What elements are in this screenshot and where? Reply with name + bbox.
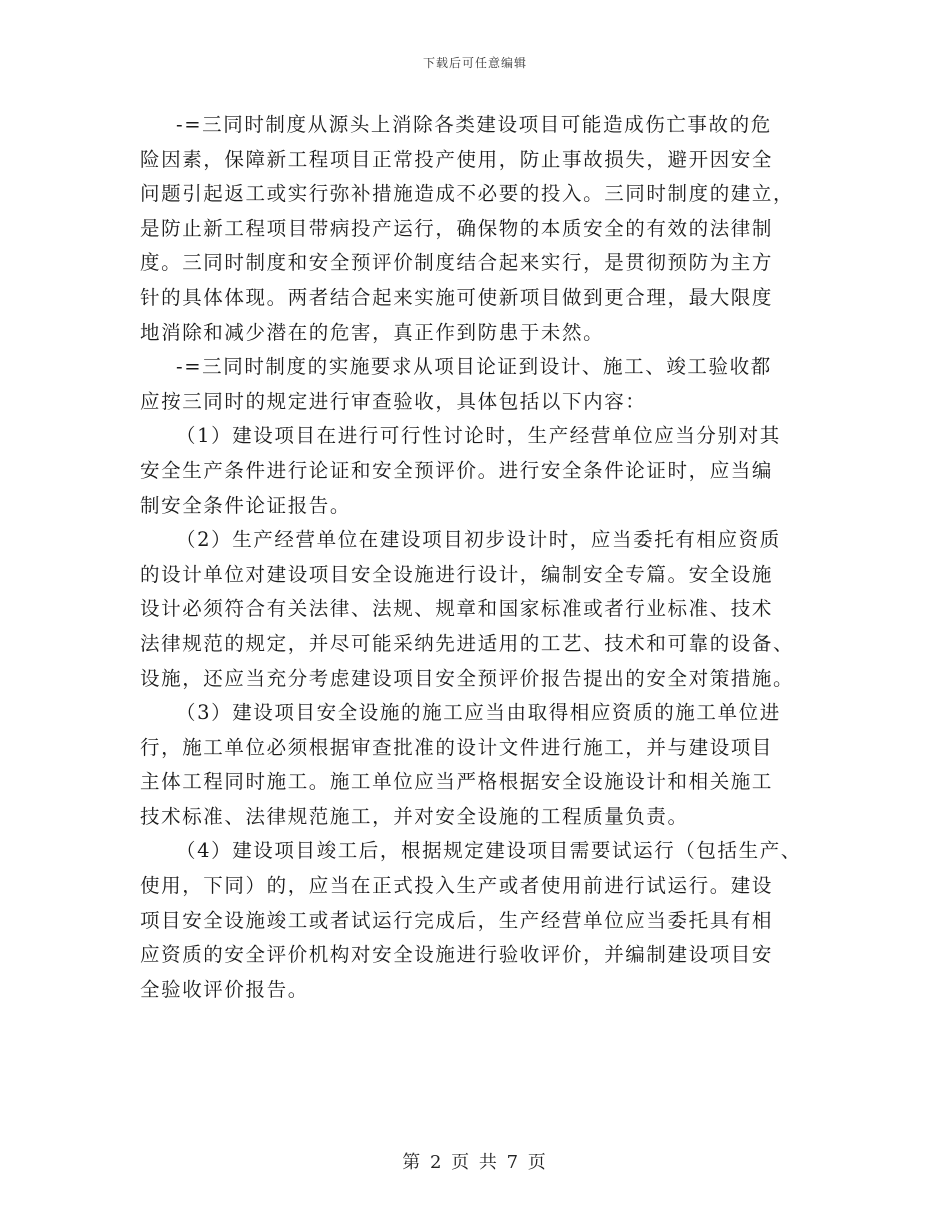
text-line: （3）建设项目安全设施的施工应当由取得相应资质的施工单位进 [176, 701, 781, 725]
text-line: 险因素，保障新工程项目正常投产使用，防止事故损失，避开因安全 [140, 147, 774, 171]
text-line: 制安全条件论证报告。 [140, 493, 352, 517]
text-line: 全验收评价报告。 [140, 977, 309, 1001]
text-line: 度。三同时制度和安全预评价制度结合起来实行，是贯彻预防为主方 [140, 251, 774, 275]
text-line: 项目安全设施竣工或者试运行完成后，生产经营单位应当委托具有相 [140, 908, 774, 932]
header-note: 下载后可任意编辑 [422, 56, 527, 70]
document-body [140, 108, 812, 1007]
page-number: 第 2 页 共 7 页 [402, 1152, 548, 1173]
text-line: 设计必须符合有关法律、法规、规章和国家标准或者行业标准、技术 [140, 597, 774, 621]
text-line: 使用，下同）的，应当在正式投入生产或者使用前进行试运行。建设 [140, 874, 774, 898]
text-line: （1）建设项目在进行可行性讨论时，生产经营单位应当分别对其 [176, 424, 781, 448]
text-line: 针的具体体现。两者结合起来实施可使新项目做到更合理，最大限度 [140, 285, 774, 309]
text-line: 问题引起返工或实行弥补措施造成不必要的投入。三同时制度的建立， [140, 182, 795, 206]
text-line: 法律规范的规定，并尽可能采纳先进适用的工艺、技术和可靠的设备、 [140, 631, 795, 655]
text-line: -=三同时制度的实施要求从项目论证到设计、施工、竣工验收都 [176, 355, 772, 379]
text-line: 主体工程同时施工。施工单位应当严格根据安全设施设计和相关施工 [140, 770, 774, 794]
text-line: 是防止新工程项目带病投产运行，确保物的本质安全的有效的法律制 [140, 216, 774, 240]
text-line: 行，施工单位必须根据审查批准的设计文件进行施工，并与建设项目 [140, 735, 774, 759]
text-line: 技术标准、法律规范施工，并对安全设施的工程质量负责。 [140, 804, 689, 828]
text-line: -=三同时制度从源头上消除各类建设项目可能造成伤亡事故的危 [176, 113, 772, 136]
text-line: （2）生产经营单位在建设项目初步设计时，应当委托有相应资质 [176, 528, 781, 552]
text-line: 安全生产条件进行论证和安全预评价。进行安全条件论证时，应当编 [140, 458, 774, 482]
text-line: （4）建设项目竣工后，根据规定建设项目需要试运行（包括生产、 [176, 839, 802, 863]
text-line: 应资质的安全评价机构对安全设施进行验收评价，并编制建设项目安 [140, 943, 774, 967]
text-line: 地消除和减少潜在的危害，真正作到防患于未然。 [140, 320, 605, 344]
text-line: 应按三同时的规定进行审查验收，具体包括以下内容： [140, 389, 647, 413]
text-line: 设施，还应当充分考虑建设项目安全预评价报告提出的安全对策措施。 [140, 666, 795, 690]
text-line: 的设计单位对建设项目安全设施进行设计，编制安全专篇。安全设施 [140, 562, 774, 586]
